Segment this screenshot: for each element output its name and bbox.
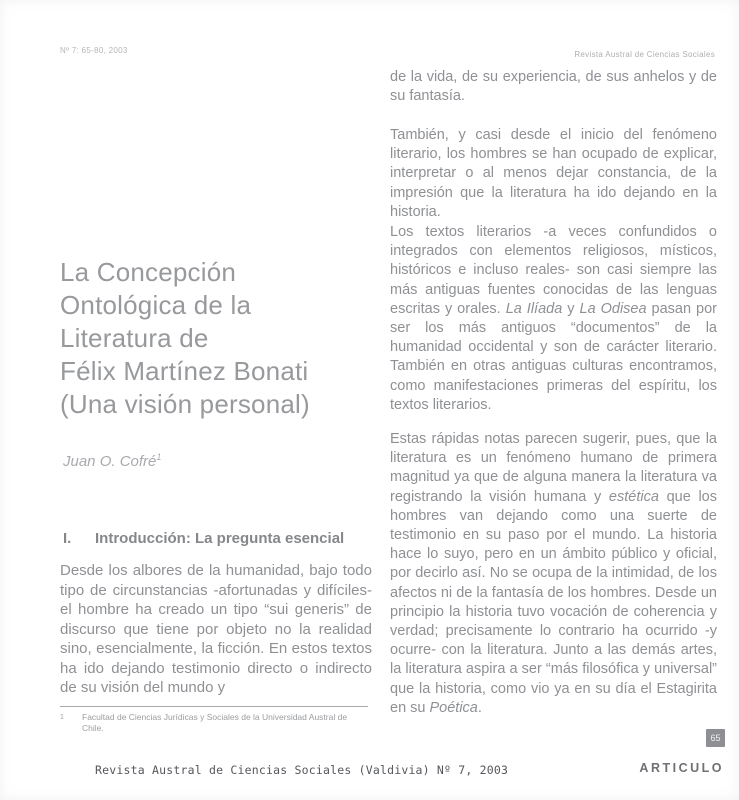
article-title [60, 256, 365, 421]
author-name [63, 452, 161, 470]
footer-journal-line: Revista Austral de Ciencias Sociales (Valdivia) Nº 7, 2003 [95, 763, 509, 777]
title-line-2: Ontológica de la [60, 290, 252, 320]
title-line-3: Literatura de [60, 323, 209, 353]
title-line-4: Félix Martínez Bonati [60, 356, 309, 386]
p3-odisea-italic: La Odisea [579, 300, 647, 317]
section-heading [63, 530, 373, 547]
footer-article-label: ARTICULO [639, 761, 724, 775]
p4-poetica-italic: Poética [429, 699, 478, 716]
footnote-mark: 1 [60, 714, 64, 721]
paragraph-rapid-notes [390, 430, 717, 718]
section-title: Introducción: La pregunta esencial [95, 530, 345, 547]
paragraph-literary-phenomenon: También, y casi desde el inicio del fenómeno literario, los hombres se han ocupado de explicar, interpretar o al menos dejar constancia, de la impresión que la literatura ha ido dejando en la historia. [390, 127, 717, 220]
section-number: I. [63, 530, 72, 547]
author-footnote-mark: 1 [156, 452, 162, 462]
page-number-badge: 65 [706, 729, 725, 747]
footnote-divider [60, 706, 368, 707]
title-line-1: La Concepción [60, 257, 237, 287]
p3-segment-1: Los textos literarios -a veces confundidos o integrados con elementos religiosos, místicos, históricos e incluso reales- son casi siempre las más antiguas fuentes conocidas de las lenguas escritas y orales. [390, 224, 717, 317]
paragraph-life-experience: de la vida, de su experiencia, de sus anhelos y de su fantasía. [390, 69, 717, 105]
title-line-5: (Una visión personal) [60, 389, 310, 419]
header-issue-ref: Nº 7: 65-80, 2003 [60, 46, 128, 55]
p4-segment-1: Estas rápidas notas parecen sugerir, pues, que la literatura es un fenómeno humano de primera magnitud ya que de alguna manera la literatura va registrando la visión humana y [390, 431, 717, 505]
p3-segment-3: pasan por ser los más antiguos “documentos” de la humanidad occidental y son de carácter literario. También en otras antiguas culturas encontramos, como manifestaciones primeras del espíritu, los textos literarios. [390, 300, 717, 413]
p3-segment-2: y [562, 300, 580, 317]
header-journal-name: Revista Austral de Ciencias Sociales [574, 50, 715, 59]
p4-estetica-italic: estética [608, 488, 659, 505]
author-text: Juan O. Cofré [63, 453, 157, 470]
intro-paragraph: Desde los albores de la humanidad, bajo todo tipo de circunstancias -afortunadas y difíciles- el hombre ha creado un tipo “sui generis” de discurso que tiene por objeto no la realidad sino, esencialmente, la ficción. En estos textos ha ido dejando testimonio directo o indirecto de su visión del mundo y [60, 562, 372, 696]
p4-segment-2: que los hombres van dejando como una suerte de testimonio en su paso por el mundo. La historia hace lo suyo, pero en un ámbito público y oficial, por decirlo así. No se ocupa de la intimidad, de los afectos ni de la fantasía de los hombres. Desde un principio la historia tuvo vocación de coherencia y verdad; precisamente lo contrario ha ocurrido -y ocurre- con la literatura. Junto a las demás artes, la literatura aspira a ser “más filosófica y universal” que la historia, como vio ya en su día el Estagirita en su [390, 488, 717, 716]
paragraph-literary-texts [390, 223, 717, 415]
footnote-text: Facultad de Ciencias Jurídicas y Sociales de la Universidad Austral de Chile. [82, 712, 348, 733]
p4-segment-3: . [477, 699, 482, 716]
p3-iliada-italic: La Ilíada [505, 300, 563, 317]
footnote [60, 712, 360, 734]
